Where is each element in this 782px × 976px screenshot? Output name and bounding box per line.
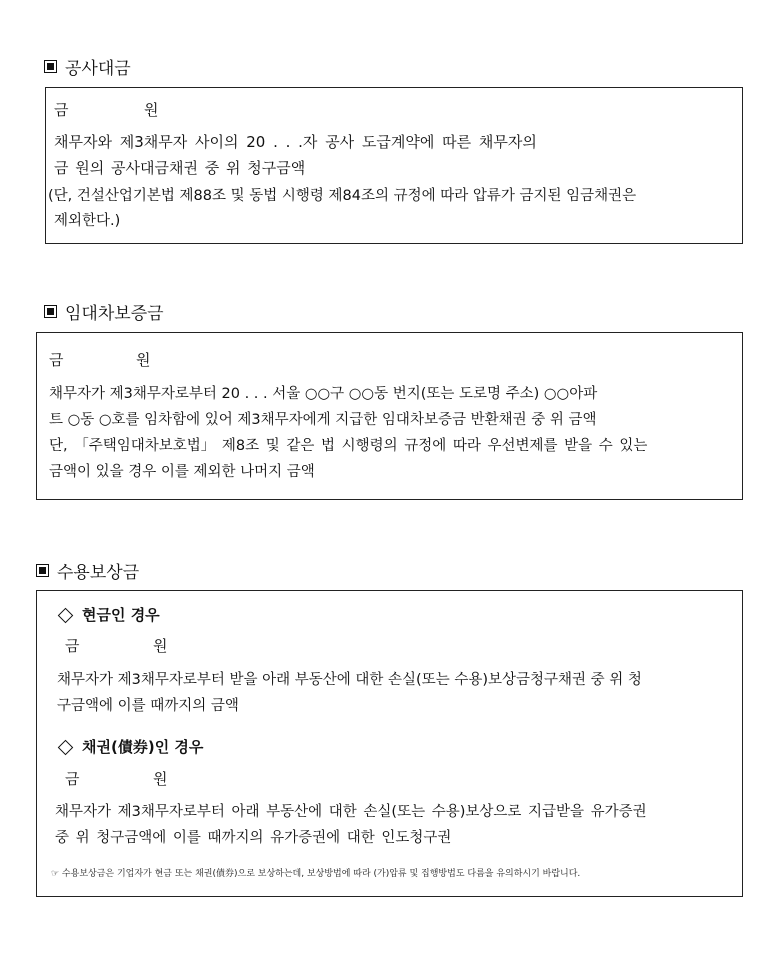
amount-row	[49, 349, 151, 371]
filled-square-icon	[44, 305, 57, 318]
amount-label: 금	[65, 770, 80, 788]
filled-square-icon	[36, 564, 49, 577]
won-label: 원	[136, 351, 151, 369]
bond-heading: 채권(債券)인 경우	[82, 738, 204, 756]
section-title: 수용보상금	[57, 563, 140, 583]
won-label: 원	[153, 637, 168, 655]
lease-text-line: 단, 「주택임대차보호법」 제8조 및 같은 법 시행령의 규정에 따라 우선변제를 받을 수 있는	[49, 438, 648, 454]
cash-text-line: 채무자가 제3채무자로부터 받을 아래 부동산에 대한 손실(또는 수용)보상금청구채권 중 위 청	[57, 672, 642, 688]
amount-label: 금	[54, 101, 69, 119]
cash-text-line: 구금액에 이를 때까지의 금액	[57, 698, 239, 714]
diamond-icon	[58, 739, 74, 755]
footnote: ☞ 수용보상금은 기업자가 현금 또는 채권(債券)으로 보상하는데, 보상방법에 따라 (가)압류 및 집행방법도 다름을 유의하시기 바랍니다.	[51, 869, 581, 879]
construction-text-line: 금 원의 공사대금채권 중 위 청구금액	[54, 159, 306, 177]
filled-square-icon	[44, 60, 57, 73]
bond-text-line: 중 위 청구금액에 이를 때까지의 유가증권에 대한 인도청구권	[55, 830, 452, 846]
amount-row	[65, 635, 168, 657]
section-title: 공사대금	[65, 59, 131, 79]
section-heading-lease-deposit	[44, 299, 164, 324]
construction-text-line: 채무자와 제3채무자 사이의 20 . . .자 공사 도급계약에 따른 채무자의	[54, 133, 537, 151]
expropriation-box	[36, 590, 743, 897]
lease-text-line: 채무자가 제3채무자로부터 20 . . . 서울 ○○구 ○○동 번지(또는 도로명 주소) ○○아파	[49, 386, 598, 402]
won-label: 원	[144, 101, 159, 119]
bond-subheading	[57, 736, 203, 758]
lease-text-line: 트 ○동 ○호를 임차함에 있어 제3채무자에게 지급한 임대차보증금 반환채권 중 위 금액	[49, 412, 597, 428]
diamond-icon	[58, 607, 74, 623]
amount-label: 금	[65, 637, 80, 655]
section-title: 임대차보증금	[65, 304, 164, 324]
cash-heading: 현금인 경우	[82, 606, 160, 624]
section-heading-expropriation	[36, 558, 139, 583]
bond-text-line: 채무자가 제3채무자로부터 아래 부동산에 대한 손실(또는 수용)보상으로 지급받을 유가증권	[55, 804, 647, 820]
won-label: 원	[153, 770, 168, 788]
lease-deposit-box	[36, 332, 743, 500]
amount-row	[54, 99, 159, 121]
cash-subheading	[57, 604, 160, 626]
section-heading-construction	[44, 54, 131, 79]
amount-label: 금	[49, 351, 64, 369]
lease-text-line: 금액이 있을 경우 이를 제외한 나머지 금액	[49, 464, 315, 480]
amount-row	[65, 768, 168, 790]
construction-text-line: 제외한다.)	[54, 213, 121, 229]
construction-text-line: (단, 건설산업기본법 제88조 및 동법 시행령 제84조의 규정에 따라 압류가 금지된 임금채권은	[48, 188, 637, 204]
construction-box	[45, 87, 743, 244]
